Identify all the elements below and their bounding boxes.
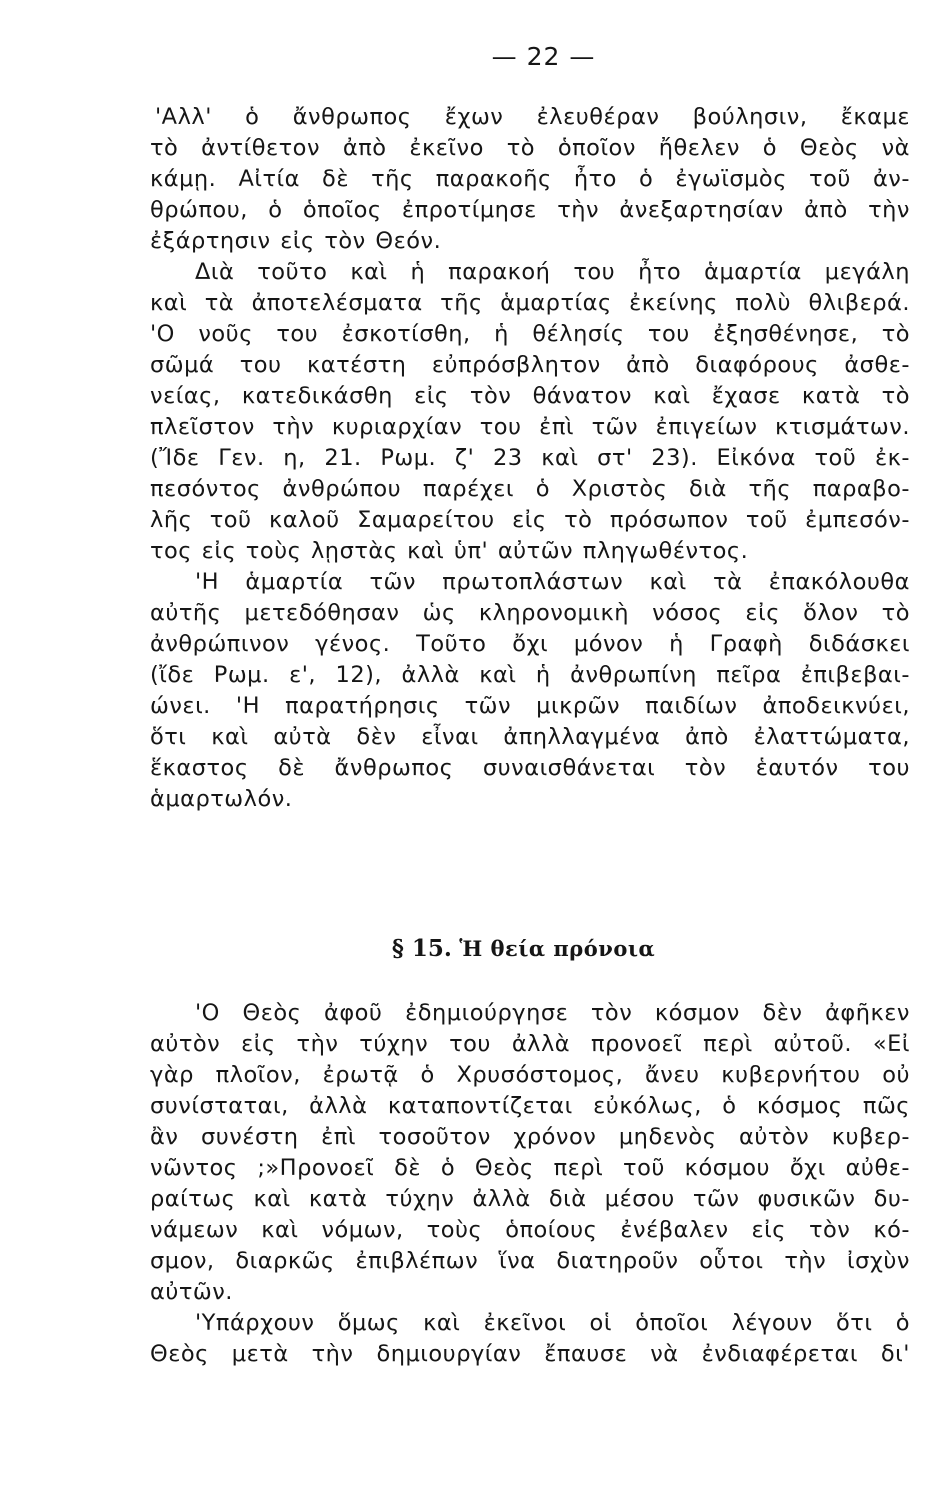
text-line: (ἴδε Ρωμ. ε', 12), ἀλλὰ καὶ ἡ ἀνθρωπίνη πεῖρα ἐπιβεβαι- [150, 662, 910, 688]
text-line: ραίτως καὶ κατὰ τύχην ἀλλὰ διὰ μέσου τῶν φυσικῶν δυ- [150, 1186, 910, 1212]
text-line: 'Ο Θεὸς ἀφοῦ ἐδημιούργησε τὸν κόσμον δὲν ἀφῆκεν [195, 1000, 910, 1026]
text-line: ώνει. 'Η παρατήρησις τῶν μικρῶν παιδίων ἀποδεικνύει, [150, 693, 910, 719]
section-title: Ἡ θεία πρόνοια [459, 936, 656, 961]
text-line: (Ἴδε Γεν. η, 21. Ρωμ. ζ' 23 καὶ στ' 23). Εἰκόνα τοῦ ἐκ- [150, 445, 910, 471]
text-line: τὸ ἀντίθετον ἀπὸ ἐκεῖνο τὸ ὁποῖον ἤθελεν ὁ Θεὸς νὰ [150, 135, 910, 161]
text-line: ἐξάρτησιν εἰς τὸν Θεόν. [150, 228, 442, 254]
text-line: σμον, διαρκῶς ἐπιβλέπων ἵνα διατηροῦν οὗτοι τὴν ἰσχὺν [150, 1248, 910, 1274]
text-line: 'Η ἁμαρτία τῶν πρωτοπλάστων καὶ τὰ ἐπακόλουθα [195, 569, 910, 595]
text-line: γὰρ πλοῖον, ἐρωτᾷ ὁ Χρυσόστομος, ἄνευ κυβερνήτου οὐ [150, 1062, 910, 1088]
text-line: ἁμαρτωλόν. [150, 786, 293, 812]
text-line: Διὰ τοῦτο καὶ ἡ παρακοή του ἦτο ἁμαρτία μεγάλη [195, 259, 910, 285]
text-line: ἂν συνέστη ἐπὶ τοσοῦτον χρόνον μηδενὸς αὐτὸν κυβερ- [150, 1124, 910, 1150]
text-line: 'Υπάρχουν ὅμως καὶ ἐκεῖνοι οἱ ὁποῖοι λέγουν ὅτι ὁ [195, 1310, 910, 1336]
text-line: ἀνθρώπινον γένος. Τοῦτο ὄχι μόνον ἡ Γραφὴ διδάσκει [150, 631, 910, 657]
text-line: νείας, κατεδικάσθη εἰς τὸν θάνατον καὶ ἔχασε κατὰ τὸ [150, 383, 910, 409]
text-line: πλεῖστον τὴν κυριαρχίαν του ἐπὶ τῶν ἐπιγείων κτισμάτων. [150, 414, 910, 440]
paragraph-block-providence [150, 998, 910, 1370]
text-line: Θεὸς μετὰ τὴν δημιουργίαν ἔπαυσε νὰ ἐνδιαφέρεται δι' [150, 1341, 910, 1367]
text-line: ὅτι καὶ αὐτὰ δὲν εἶναι ἀπηλλαγμένα ἀπὸ ἐλαττώματα, [150, 724, 910, 750]
paragraph-block-original-sin [150, 102, 910, 815]
text-line: θρώπου, ὁ ὁποῖος ἐπροτίμησε τὴν ἀνεξαρτησίαν ἀπὸ τὴν [150, 197, 910, 223]
text-line: αὐτῶν. [150, 1279, 233, 1305]
text-line: ἕκαστος δὲ ἄνθρωπος συναισθάνεται τὸν ἑαυτόν του [150, 755, 910, 781]
text-line: καὶ τὰ ἀποτελέσματα τῆς ἁμαρτίας ἐκείνης πολὺ θλιβερά. [150, 290, 910, 316]
text-line: νῶντος ;»Προνοεῖ δὲ ὁ Θεὸς περὶ τοῦ κόσμου ὄχι αὐθε- [150, 1155, 910, 1181]
text-line: σῶμά του κατέστη εὐπρόσβλητον ἀπὸ διαφόρους ἀσθε- [150, 352, 910, 378]
text-line: αὐτὸν εἰς τὴν τύχην του ἀλλὰ προνοεῖ περὶ αὐτοῦ. «Εἰ [150, 1031, 910, 1057]
text-line: κάμῃ. Αἰτία δὲ τῆς παρακοῆς ἦτο ὁ ἐγωϊσμὸς τοῦ ἀν- [150, 166, 910, 192]
text-line: νάμεων καὶ νόμων, τοὺς ὁποίους ἐνέβαλεν εἰς τὸν κό- [150, 1217, 910, 1243]
text-line: τος εἰς τοὺς λῃστὰς καὶ ὑπ' αὐτῶν πληγωθέντος. [150, 538, 749, 564]
section-heading [0, 935, 927, 962]
text-line: συνίσταται, ἀλλὰ καταποντίζεται εὐκόλως, ὁ κόσμος πῶς [150, 1093, 910, 1119]
text-line: 'Ο νοῦς του ἐσκοτίσθη, ἡ θέλησίς του ἐξησθένησε, τὸ [150, 321, 910, 347]
text-line: λῆς τοῦ καλοῦ Σαμαρείτου εἰς τὸ πρόσωπον τοῦ ἐμπεσόν- [150, 507, 910, 533]
text-line: 'Αλλ' ὁ ἄνθρωπος ἔχων ἐλευθέραν βούλησιν, ἔκαμε [155, 104, 910, 130]
text-line: αὐτῆς μετεδόθησαν ὡς κληρονομικὴ νόσος εἰς ὅλον τὸ [150, 600, 910, 626]
text-line: πεσόντος ἀνθρώπου παρέχει ὁ Χριστὸς διὰ τῆς παραβο- [150, 476, 910, 502]
page-number: — 22 — [491, 42, 596, 71]
section-number: § 15. [391, 935, 452, 962]
